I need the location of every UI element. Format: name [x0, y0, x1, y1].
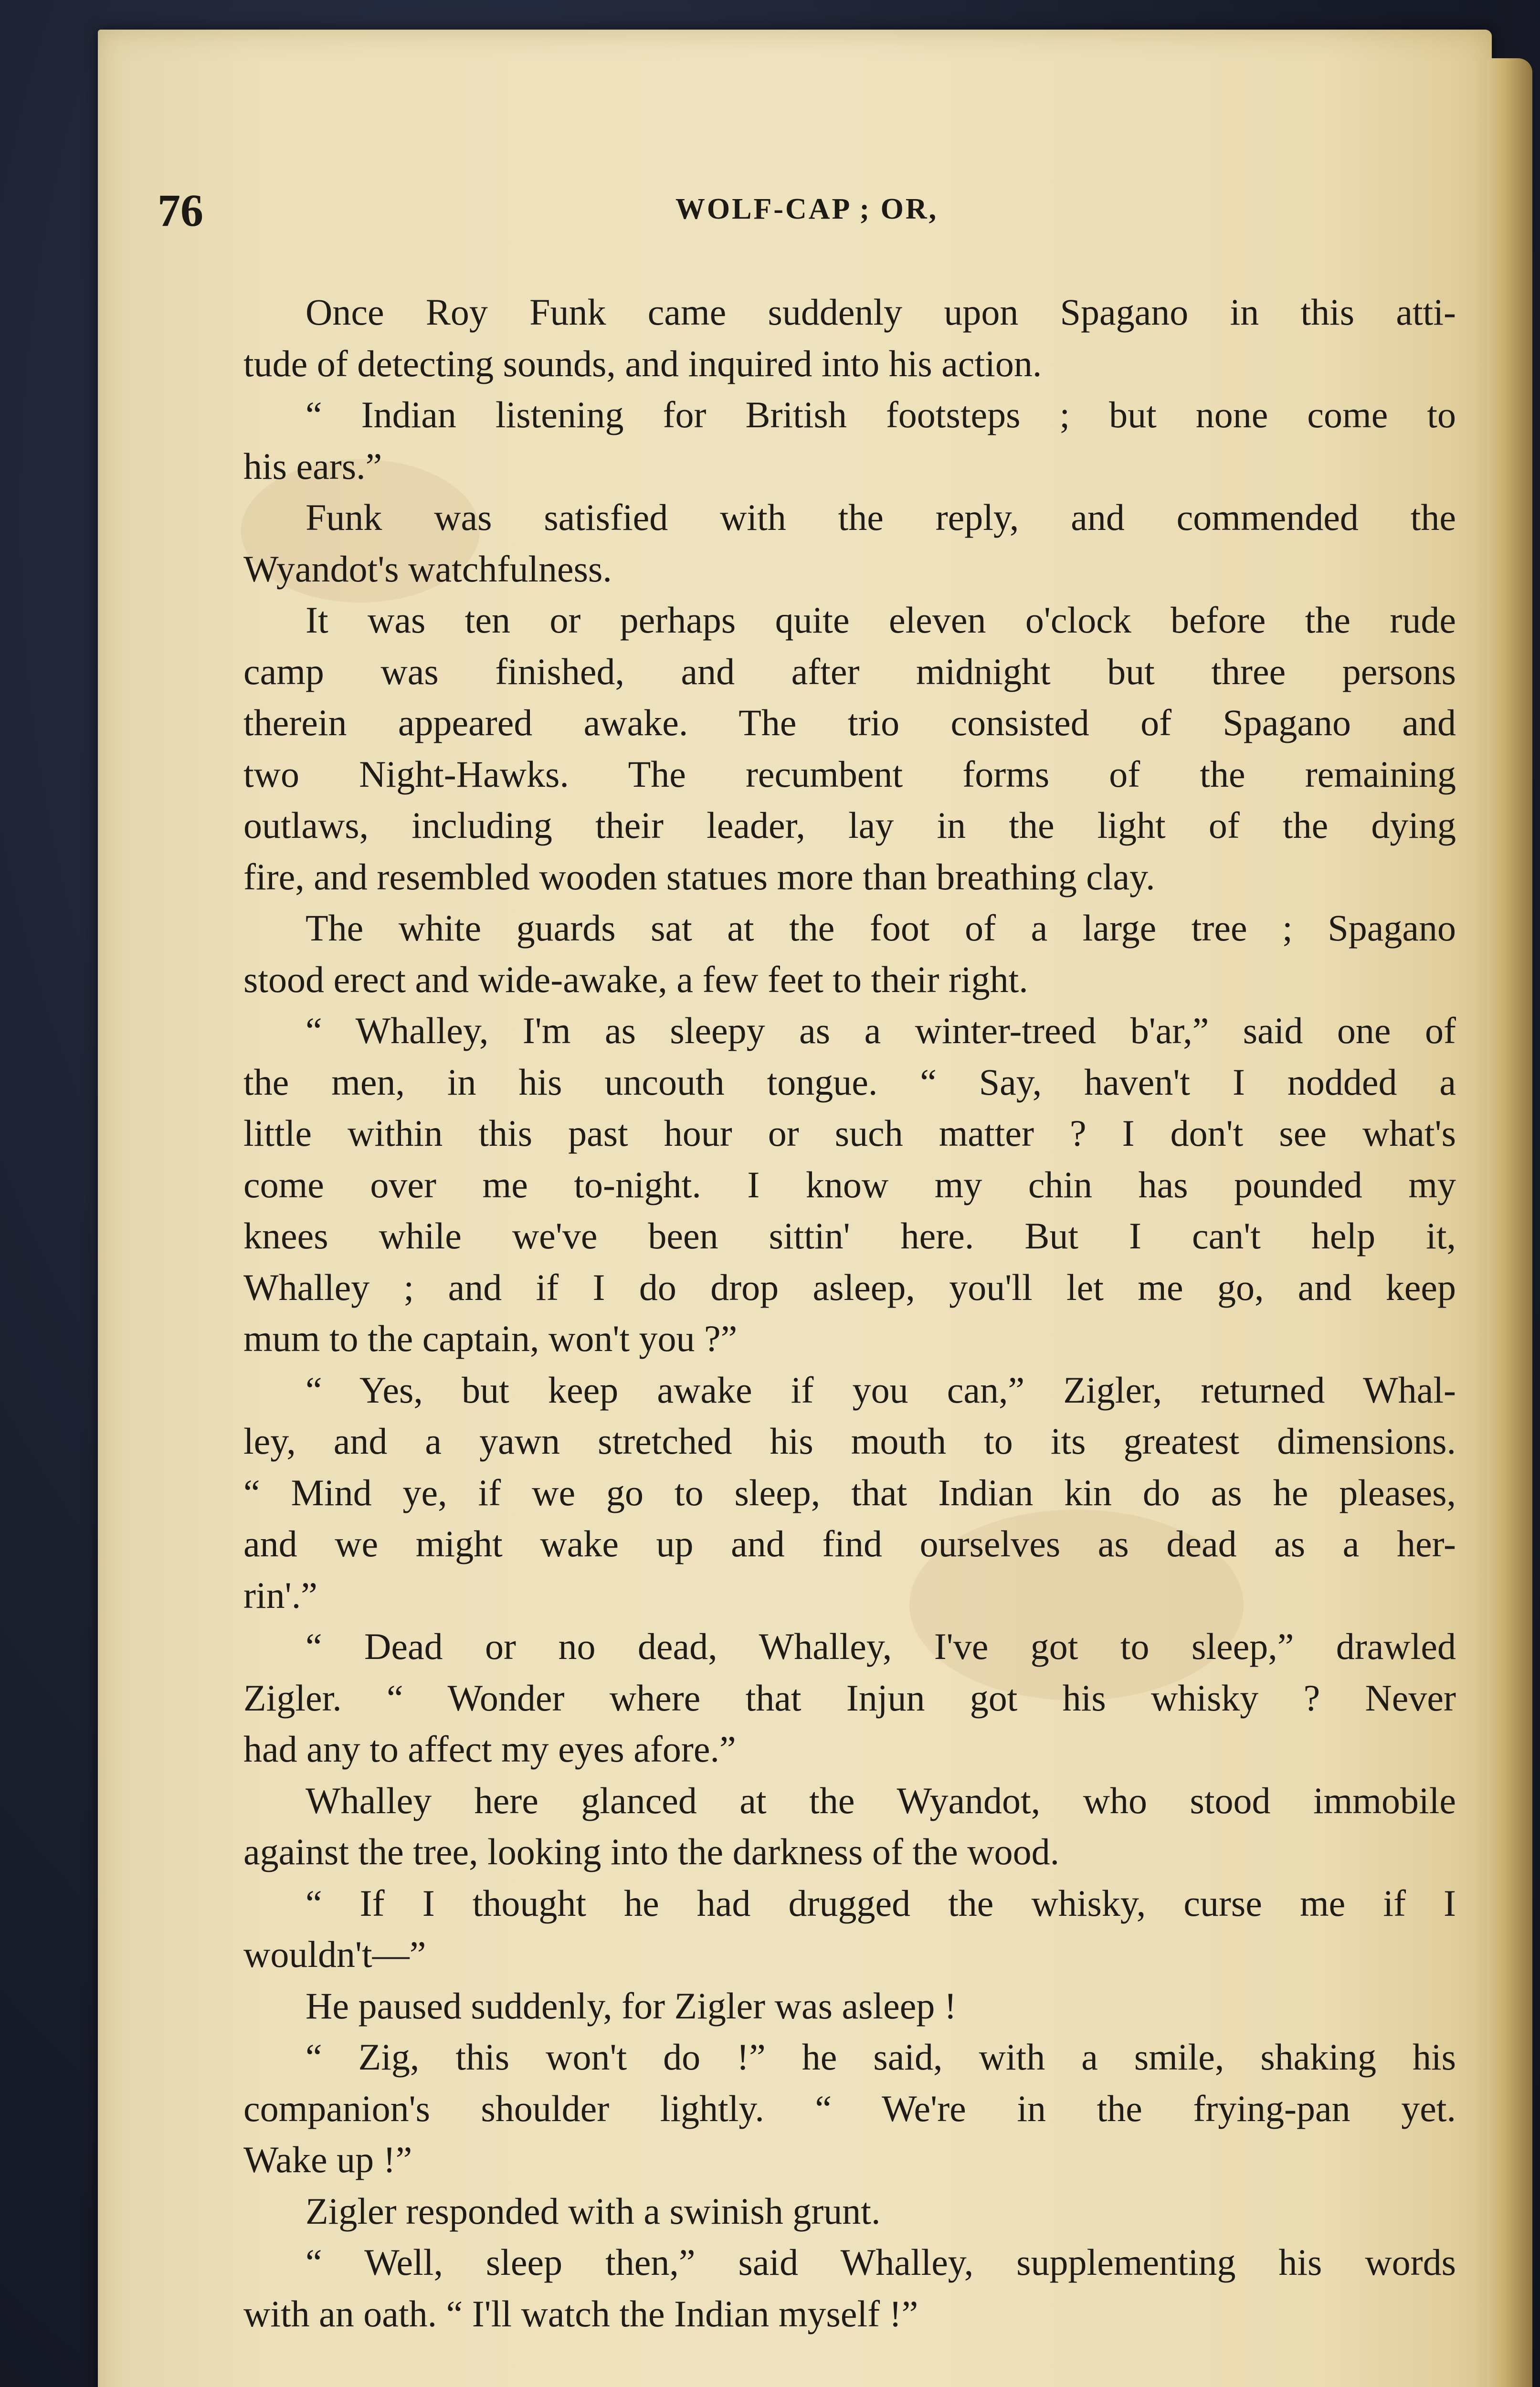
- text-line: “ Mind ye, if we go to sleep, that Indian kin do as he pleases,: [243, 1471, 1456, 1513]
- running-head: WOLF-CAP ; OR,: [675, 193, 939, 225]
- text-line: stood erect and wide-awake, a few feet to their right.: [243, 958, 1028, 1000]
- text-line: rin'.”: [243, 1574, 317, 1616]
- text-line: “ Well, sleep then,” said Whalley, supplementing his words: [306, 2241, 1456, 2283]
- text-line: ley, and a yawn stretched his mouth to its greatest dimensions.: [243, 1420, 1456, 1462]
- text-line: “ If I thought he had drugged the whisky, curse me if I: [306, 1882, 1456, 1924]
- text-line: therein appeared awake. The trio consisted of Spagano and: [243, 702, 1456, 743]
- text-line: Funk was satisfied with the reply, and commended the: [306, 496, 1456, 538]
- text-line: fire, and resembled wooden statues more than breathing clay.: [243, 856, 1155, 898]
- text-line: mum to the captain, won't you ?”: [243, 1318, 738, 1359]
- text-line: with an oath. “ I'll watch the Indian myself !”: [243, 2292, 918, 2334]
- text-line: against the tree, looking into the darkness of the wood.: [243, 1831, 1060, 1872]
- text-line: The white guards sat at the foot of a large tree ; Spagano: [306, 907, 1456, 949]
- text-line: He paused suddenly, for Zigler was asleep !: [306, 1985, 957, 2027]
- text-line: companion's shoulder lightly. “ We're in the frying-pan yet.: [243, 2087, 1456, 2129]
- text-line: Whalley here glanced at the Wyandot, who stood immobile: [306, 1779, 1456, 1821]
- page-edge: [1487, 58, 1532, 2387]
- text-line: “ Zig, this won't do !” he said, with a smile, shaking his: [306, 2036, 1456, 2078]
- text-line: had any to affect my eyes afore.”: [243, 1728, 736, 1770]
- text-line: wouldn't—”: [243, 1933, 426, 1975]
- text-line: Once Roy Funk came suddenly upon Spagano in this atti-: [306, 291, 1456, 333]
- text-line: Wake up !”: [243, 2139, 412, 2180]
- text-line: two Night-Hawks. The recumbent forms of the remaining: [243, 753, 1456, 795]
- text-line: outlaws, including their leader, lay in the light of the dying: [243, 804, 1456, 846]
- text-line: his ears.”: [243, 445, 382, 487]
- text-line: tude of detecting sounds, and inquired into his action.: [243, 342, 1042, 384]
- text-line: knees while we've been sittin' here. But I can't help it,: [243, 1215, 1456, 1257]
- text-line: and we might wake up and find ourselves as dead as a her-: [243, 1523, 1456, 1564]
- body-text: [243, 286, 1456, 2339]
- text-line: camp was finished, and after midnight but three persons: [243, 650, 1456, 692]
- text-line: “ Dead or no dead, Whalley, I've got to sleep,” drawled: [306, 1626, 1456, 1667]
- text-line: the men, in his uncouth tongue. “ Say, haven't I nodded a: [243, 1061, 1456, 1103]
- text-line: come over me to-night. I know my chin has pounded my: [243, 1163, 1456, 1205]
- text-line: Zigler. “ Wonder where that Injun got his whisky ? Never: [243, 1677, 1456, 1719]
- text-line: Wyandot's watchfulness.: [243, 548, 612, 590]
- text-line: “ Yes, but keep awake if you can,” Zigler, returned Whal-: [306, 1369, 1456, 1411]
- text-line: “ Indian listening for British footsteps ; but none come to: [306, 394, 1456, 435]
- text-line: “ Whalley, I'm as sleepy as a winter-treed b'ar,” said one of: [306, 1010, 1456, 1051]
- text-line: little within this past hour or such matter ? I don't see what's: [243, 1112, 1456, 1154]
- page-header: [158, 184, 1456, 236]
- text-line: Whalley ; and if I do drop asleep, you'll let me go, and keep: [243, 1266, 1456, 1308]
- text-line: Zigler responded with a swinish grunt.: [306, 2190, 881, 2232]
- text-line: It was ten or perhaps quite eleven o'clock before the rude: [306, 599, 1456, 641]
- page-number: 76: [158, 185, 203, 236]
